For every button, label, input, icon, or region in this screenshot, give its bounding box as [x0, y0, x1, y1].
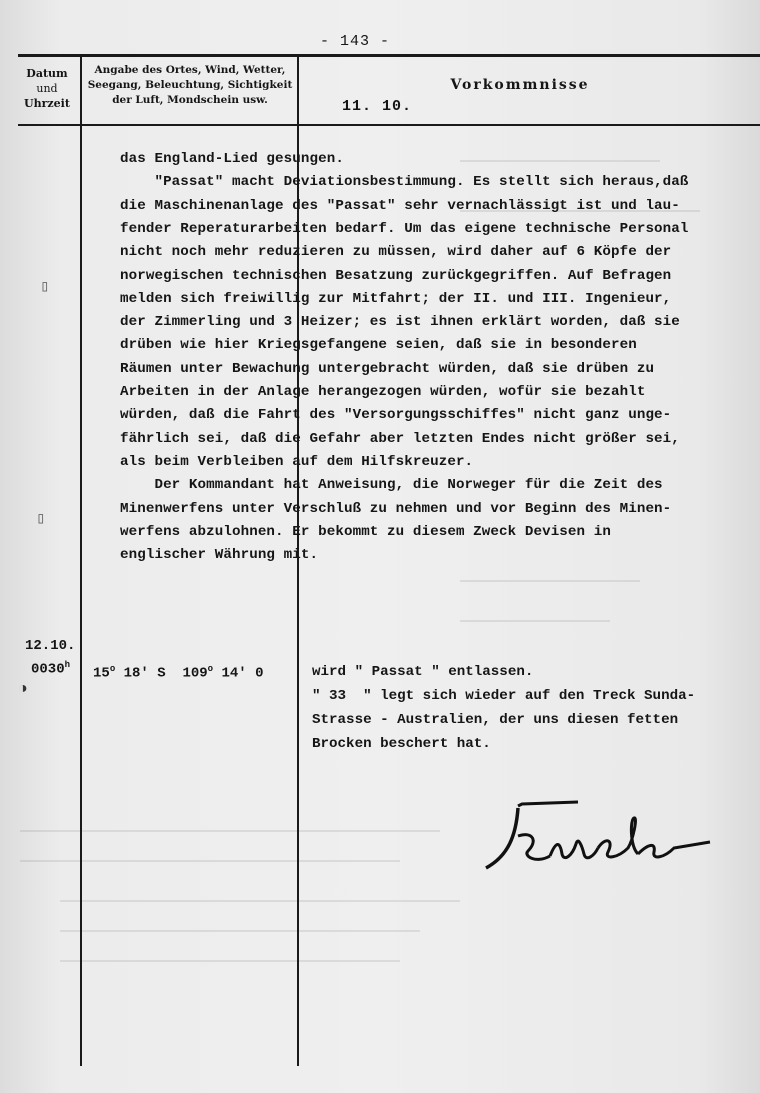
body-text-line: fender Reperaturarbeiten bedarf. Um das eigene technische Personal	[120, 220, 689, 237]
entry-line-1: wird " Passat " entlassen.	[312, 664, 534, 680]
entry-line-2: " 33 " legt sich wieder auf den Treck Sunda-	[312, 688, 696, 704]
body-text-line: Arbeiten in der Anlage herangezogen würden, wofür sie bezahlt	[120, 384, 646, 400]
body-text-line: norwegischen technischen Besatzung zurückgegriffen. Auf Befragen	[120, 267, 672, 284]
header-location-line-2: Seegang, Beleuchtung, Sichtigkeit	[87, 79, 293, 91]
body-text-line: nicht noch mehr reduzieren zu müssen, wird daher auf 6 Köpfe der	[120, 244, 672, 261]
body-text-line: fährlich sei, daß die Gefahr aber letzten Endes nicht größer sei,	[120, 430, 680, 447]
header-bottom-rule	[18, 124, 760, 126]
signature	[478, 796, 718, 886]
entry-time-value: 0030	[31, 661, 65, 678]
body-text-line: englischer Währung mit.	[120, 547, 319, 564]
column-rule-1	[80, 54, 82, 1066]
position-lat-min: 18' S	[115, 665, 166, 682]
entry-time	[31, 660, 70, 678]
body-text-line: würden, daß die Fahrt des "Versorgungsschiffes" nicht ganz unge-	[120, 407, 672, 424]
header-location-line-3: der Luft, Mondschein usw.	[112, 94, 268, 106]
body-text-line: melden sich freiwillig zur Mitfahrt; der II. und III. Ingenieur,	[120, 290, 672, 307]
header-location-line-1: Angabe des Ortes, Wind, Wetter,	[94, 64, 286, 76]
body-text-line: werfens abzulohnen. Er bekommt zu diesem Zweck Devisen in	[120, 523, 611, 540]
margin-mark-3: ◑	[18, 680, 28, 698]
header-events: Vorkommnisse	[450, 77, 590, 93]
header-top-rule	[18, 54, 760, 57]
header-und-word: und	[36, 82, 58, 95]
header-entry-date: 11. 10.	[342, 98, 413, 115]
body-text-line: Der Kommandant hat Anweisung, die Norweger für die Zeit des	[120, 477, 663, 494]
margin-mark-2: ▯	[36, 510, 46, 528]
entry-line-3: Strasse - Australien, der uns diesen fetten	[312, 712, 679, 728]
lon-degree-mark: o	[207, 664, 214, 674]
body-text-line: das England-Lied gesungen.	[120, 151, 344, 167]
header-date-time	[18, 66, 76, 111]
page-number: - 143 -	[320, 33, 391, 50]
entry-time-suffix: h	[64, 660, 71, 670]
body-text-line: der Zimmerling und 3 Heizer; es ist ihnen erklärt worden, daß sie	[120, 314, 680, 331]
body-text-line: die Maschinenanlage des "Passat" sehr vernachlässigt ist und lau-	[120, 197, 680, 214]
entry-line-4: Brocken beschert hat.	[312, 736, 491, 752]
header-location-weather	[84, 63, 296, 108]
body-text-line: Räumen unter Bewachung untergebracht würden, daß sie drüben zu	[120, 360, 655, 377]
lat-degree-mark: o	[109, 664, 116, 674]
entry-position	[93, 664, 264, 682]
entry-date: 12.10.	[25, 638, 76, 654]
position-lon-deg: 109	[182, 665, 208, 682]
margin-mark-1: ▯	[40, 278, 50, 296]
position-lon-min: 14' 0	[213, 665, 264, 682]
header-date-word: Datum	[26, 67, 68, 80]
body-text-line: drüben wie hier Kriegsgefangene seien, daß sie in besonderen	[120, 337, 637, 354]
body-text-line: "Passat" macht Deviationsbestimmung. Es stellt sich heraus,daß	[120, 174, 689, 191]
position-lat-deg: 15	[93, 665, 110, 682]
header-time-word: Uhrzeit	[24, 97, 70, 110]
body-text-line: als beim Verbleiben auf dem Hilfskreuzer.	[120, 453, 474, 470]
body-text-line: Minenwerfens unter Verschluß zu nehmen und vor Beginn des Minen-	[120, 500, 672, 517]
